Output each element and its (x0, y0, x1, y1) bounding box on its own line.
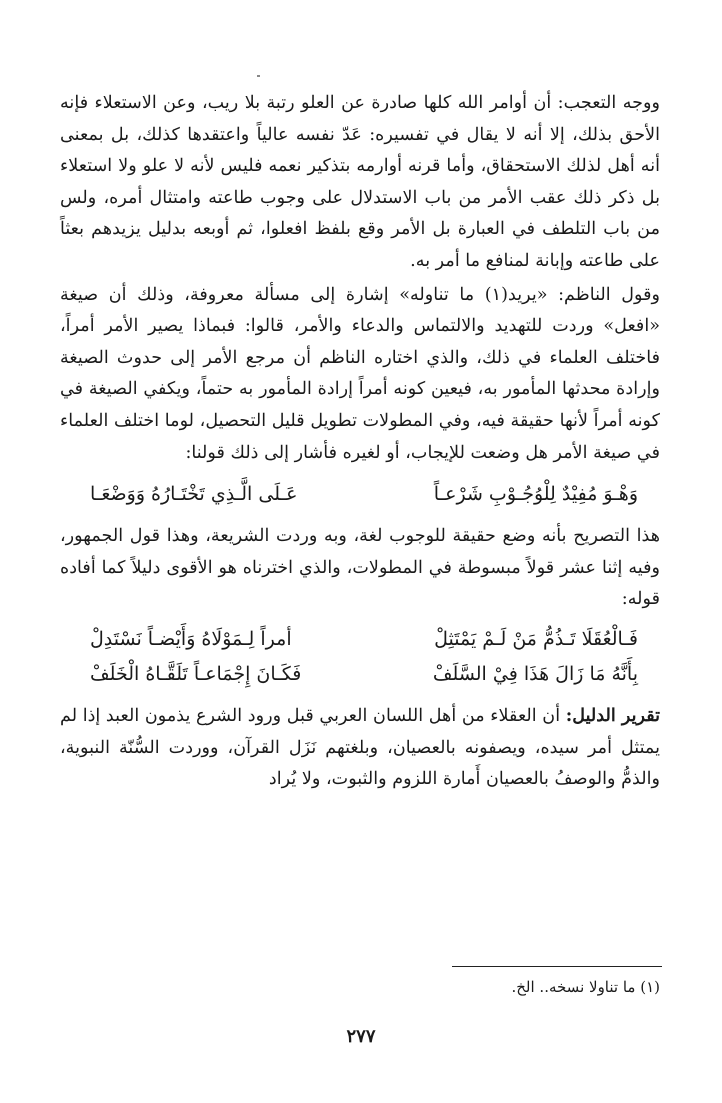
page-number: ٢٧٧ (346, 1026, 376, 1047)
scan-speck (257, 75, 260, 77)
paragraph-4 (60, 700, 660, 796)
verse-1-second-hemistich: عَـلَى الَّـذِي تَخْتَـارُهُ وَوَضْعَـا (90, 483, 298, 506)
verse-2-line-1-first-hemistich: فَـالْعُقَلَا تَـذُمُّ مَنْ لَـمْ يَمْتَثِلْ (434, 627, 638, 650)
verse-1-first-hemistich: وَهْـوَ مُفِيْدٌ لِلْوُجُـوْبِ شَرْعـاً (433, 483, 638, 506)
paragraph-1: ووجه التعجب: أن أوامر الله كلها صادرة عن العلو رتبة بلا ريب، وعن الاستعلاء فإنه الأحق بذلك، إلا أنه لا يقال في تفسيره: عَدّ نفسه عالياً واعتقدها كذلك، بل بمعنى أنه أهل لذلك الاستحقاق، وأما قرنه أوارمه بتذكير نعمه فليس لأنه لا علو ولا استعلاء بل ذكر ذلك عقب الأمر من باب الاستدلال على وجوب طاعته وامتثال أمره، ولس من باب التلطف في العبارة بل الأمر وقع بلفظ افعلوا، ثم أوبعه بدليل يزيدهم بعثاً على طاعته وإبانة لمنافع ما أمر به. (60, 93, 660, 271)
verse-1 (60, 477, 660, 511)
verse-2-line-2-first-hemistich: بِأَنَّهُ مَا زَالَ هَذَا فِيْ السَّلَفْ (432, 662, 638, 685)
verse-2-line-1 (60, 622, 660, 657)
verse-2-line-2 (60, 657, 660, 692)
footnote-divider (452, 966, 662, 967)
paragraph-4-lead: تقرير الدليل: (565, 704, 660, 726)
verse-2-line-1-second-hemistich: أمراً لِـمَوْلَاهُ وَأَيْضـاً نَسْتَدِلْ (90, 627, 292, 650)
paragraph-3: هذا التصريح بأنه وضع حقيقة للوجوب لغة، وبه وردت الشريعة، وهذا قول الجمهور، وفيه إثنا عشر قولاً مبسوطة في المطولات، والذي اخترناه هو الأقوى دليلاً كما أفاده قوله: (60, 526, 660, 610)
verse-2 (60, 622, 660, 692)
footnote: (١) ما تناولا نسخه.. الخ. (511, 978, 660, 996)
page-body (60, 88, 660, 796)
paragraph-4-text: أن العقلاء من أهل اللسان العربي قبل ورود الشرع يذمون العبد إذا لم يمتثل أمر سيده، ويصفونه بالعصيان، وبلغتهم نَزَل القرآن، ووردت السُّنّة النبوية، والذمُّ والوصفُ بالعصيان أَمارة اللزوم والثبوت، ولا يُراد (60, 705, 660, 790)
paragraph-2: وقول الناظم: «يريد(١) ما تناوله» إشارة إلى مسألة معروفة، وذلك أن صيغة «افعل» وردت للتهديد والالتماس والدعاء والأمر، قالوا: فبماذا يصير الأمر أمراً، فاختلف العلماء في ذلك، والذي اختاره الناظم أن مرجع الأمر إلى حدوث الصيغة وإرادة محدثها المأمور به، فيعين كونه أمراً إرادة المأمور به حتماً، ويكفي الصيغة في كونه أمراً لأنها حقيقة فيه، وفي المطولات تطويل قليل التحصيل، لوما اختلف العلماء في صيغة الأمر هل وضعت للإيجاب، أو لغيره فأشار إلى ذلك قولنا: (60, 284, 661, 463)
verse-2-line-2-second-hemistich: فَكَـانَ إِجْمَاعـاً تَلَقَّـاهُ الْخَلَفْ (90, 662, 302, 685)
